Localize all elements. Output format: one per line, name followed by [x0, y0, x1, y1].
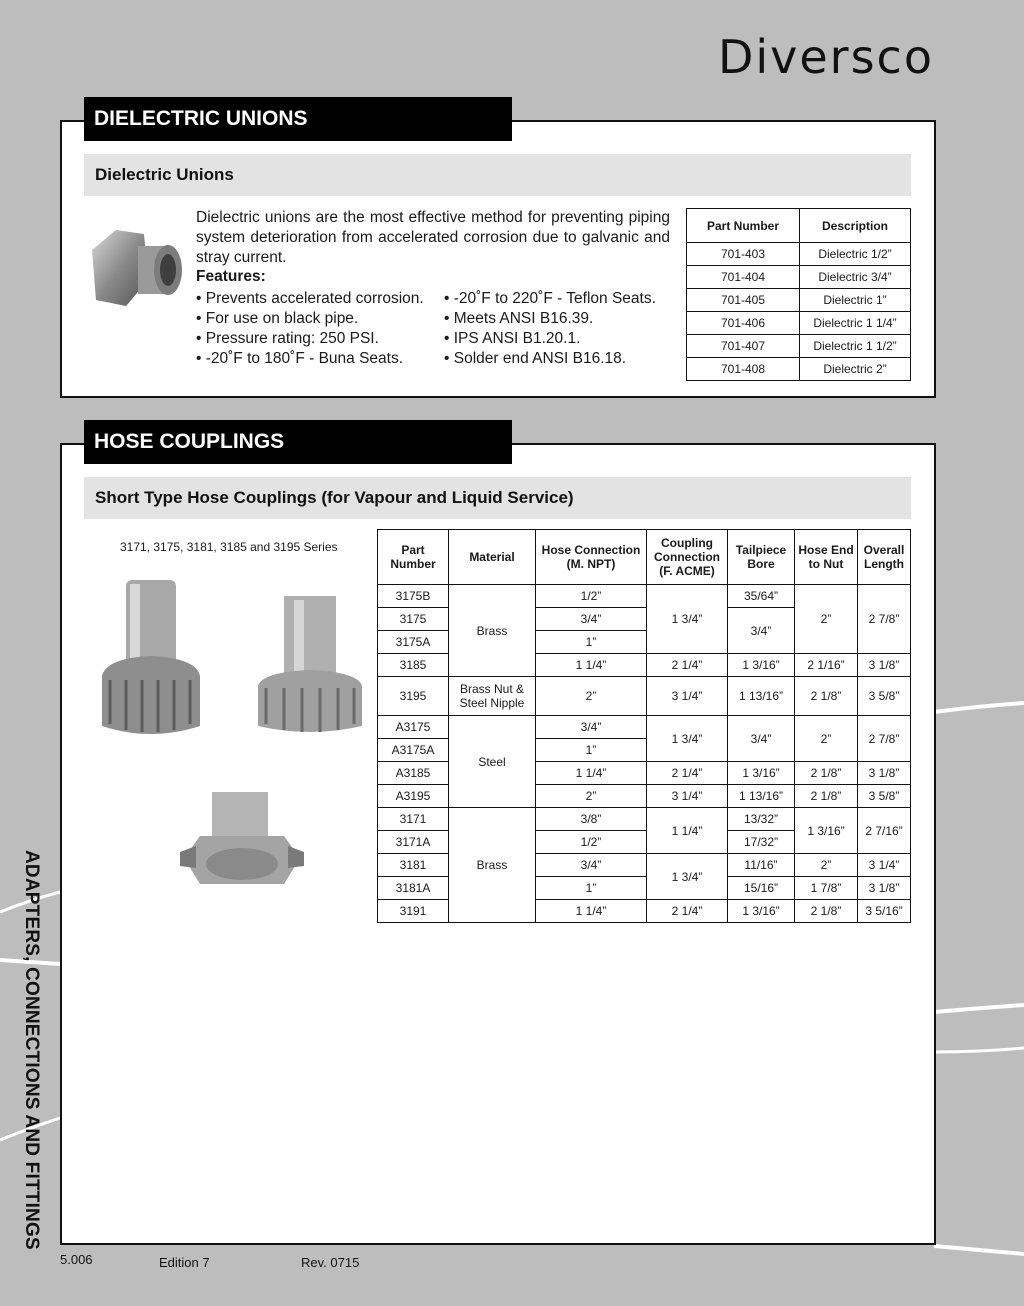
coupling-connection-cell: 3 1/4”	[647, 677, 728, 716]
table-row	[687, 335, 911, 358]
part-number-cell: 3171A	[378, 831, 449, 854]
feature-item: • Prevents accelerated corrosion.	[196, 290, 424, 307]
hose-connection-cell: 2”	[536, 785, 647, 808]
table-row	[378, 677, 911, 716]
part-number-cell: 3175	[378, 608, 449, 631]
coupling-connection-cell: 1 1/4”	[647, 808, 728, 854]
col-header-coupling-connection: Coupling Connection (F. ACME)	[647, 530, 728, 585]
part-number-cell: 3171	[378, 808, 449, 831]
tailpiece-bore-cell: 11/16”	[728, 854, 795, 877]
col-header-material: Material	[449, 530, 536, 585]
part-number-cell: A3195	[378, 785, 449, 808]
hose-connection-cell: 1”	[536, 739, 647, 762]
tailpiece-bore-cell: 3/4”	[728, 716, 795, 762]
tailpiece-bore-cell: 1 3/16”	[728, 654, 795, 677]
col-header-part-number: Part Number	[687, 209, 800, 243]
hose-end-cell: 2 1/8”	[795, 762, 858, 785]
feature-item: • Meets ANSI B16.39.	[444, 310, 594, 327]
part-number-cell: 701-406	[687, 312, 800, 335]
tailpiece-bore-cell: 17/32”	[728, 831, 795, 854]
material-cell: Steel	[449, 716, 536, 808]
hose-end-cell: 1 7/8”	[795, 877, 858, 900]
feature-item: • IPS ANSI B1.20.1.	[444, 330, 581, 347]
feature-item: • Solder end ANSI B16.18.	[444, 350, 627, 367]
part-number-cell: 3195	[378, 677, 449, 716]
tailpiece-bore-cell: 1 3/16”	[728, 762, 795, 785]
hose-end-cell: 2 1/8”	[795, 900, 858, 923]
table-row	[378, 716, 911, 739]
description-cell: Dielectric 2”	[800, 358, 911, 381]
hose-connection-cell: 3/8”	[536, 808, 647, 831]
hose-connection-cell: 1”	[536, 877, 647, 900]
hose-end-cell: 2 1/16”	[795, 654, 858, 677]
hose-end-cell: 2 1/8”	[795, 677, 858, 716]
coupling-connection-cell: 1 3/4”	[647, 854, 728, 900]
overall-length-cell: 3 5/8”	[858, 785, 911, 808]
tailpiece-bore-cell: 1 3/16”	[728, 900, 795, 923]
part-number-cell: 3181	[378, 854, 449, 877]
overall-length-cell: 3 1/8”	[858, 654, 911, 677]
hose-connection-cell: 1 1/4”	[536, 900, 647, 923]
hose-connection-cell: 1 1/4”	[536, 654, 647, 677]
table-row	[687, 289, 911, 312]
part-number-cell: 3185	[378, 654, 449, 677]
part-number-cell: 3191	[378, 900, 449, 923]
col-header-part-number: Part Number	[378, 530, 449, 585]
tailpiece-bore-cell: 13/32”	[728, 808, 795, 831]
feature-item: • -20˚F to 220˚F - Teflon Seats.	[444, 290, 656, 307]
overall-length-cell: 3 1/8”	[858, 877, 911, 900]
table-row	[687, 312, 911, 335]
feature-item: • Pressure rating: 250 PSI.	[196, 330, 379, 347]
col-header-tailpiece-bore: Tailpiece Bore	[728, 530, 795, 585]
part-number-cell: 3181A	[378, 877, 449, 900]
overall-length-cell: 3 1/4”	[858, 854, 911, 877]
material-cell: Brass Nut & Steel Nipple	[449, 677, 536, 716]
features-title: Features:	[196, 268, 266, 285]
hose-end-cell: 2”	[795, 854, 858, 877]
part-number-cell: 3175A	[378, 631, 449, 654]
overall-length-cell: 3 1/8”	[858, 762, 911, 785]
section-header-hose: HOSE COUPLINGS	[84, 420, 512, 464]
hose-coupling-image-1	[96, 576, 206, 744]
col-header-hose-connection: Hose Connection (M. NPT)	[536, 530, 647, 585]
coupling-connection-cell: 2 1/4”	[647, 900, 728, 923]
subheader-hose: Short Type Hose Couplings (for Vapour and Liquid Service)	[84, 477, 911, 519]
material-cell: Brass	[449, 808, 536, 923]
hose-connection-cell: 3/4”	[536, 854, 647, 877]
part-number-cell: A3175	[378, 716, 449, 739]
col-header-overall-length: Overall Length	[858, 530, 911, 585]
section-header-dielectric: DIELECTRIC UNIONS	[84, 97, 512, 141]
footer-revision: Rev. 0715	[301, 1255, 360, 1270]
table-row	[378, 808, 911, 831]
part-number-cell: A3185	[378, 762, 449, 785]
coupling-connection-cell: 1 3/4”	[647, 716, 728, 762]
part-number-cell: 3175B	[378, 585, 449, 608]
dielectric-intro: Dielectric unions are the most effective method for preventing piping system deterioration from accelerated corrosion due to galvanic and stray current.	[196, 209, 670, 266]
description-cell: Dielectric 3/4”	[800, 266, 911, 289]
footer-page-number: 5.006	[60, 1252, 93, 1267]
description-cell: Dielectric 1 1/4”	[800, 312, 911, 335]
dielectric-table	[686, 208, 911, 381]
part-number-cell: 701-407	[687, 335, 800, 358]
side-category-label: ADAPTERS, CONNECTIONS AND FITTINGS	[21, 850, 42, 1250]
coupling-connection-cell: 2 1/4”	[647, 762, 728, 785]
hose-connection-cell: 1 1/4”	[536, 762, 647, 785]
hose-coupling-image-3	[178, 788, 306, 898]
part-number-cell: A3175A	[378, 739, 449, 762]
features-list-right	[444, 289, 656, 369]
features-list-left	[196, 289, 424, 369]
part-number-cell: 701-408	[687, 358, 800, 381]
overall-length-cell: 2 7/8”	[858, 585, 911, 654]
hose-end-cell: 2 1/8”	[795, 785, 858, 808]
table-row	[687, 266, 911, 289]
hose-connection-cell: 1/2”	[536, 585, 647, 608]
table-row	[687, 243, 911, 266]
col-header-description: Description	[800, 209, 911, 243]
hose-connection-cell: 2”	[536, 677, 647, 716]
tailpiece-bore-cell: 1 13/16”	[728, 785, 795, 808]
table-row	[378, 585, 911, 608]
hose-end-cell: 1 3/16”	[795, 808, 858, 854]
feature-item: • -20˚F to 180˚F - Buna Seats.	[196, 350, 404, 367]
subheader-dielectric: Dielectric Unions	[84, 154, 911, 196]
overall-length-cell: 3 5/16”	[858, 900, 911, 923]
tailpiece-bore-cell: 3/4”	[728, 608, 795, 654]
part-number-cell: 701-403	[687, 243, 800, 266]
feature-item: • For use on black pipe.	[196, 310, 359, 327]
part-number-cell: 701-404	[687, 266, 800, 289]
hose-connection-cell: 1”	[536, 631, 647, 654]
overall-length-cell: 2 7/8”	[858, 716, 911, 762]
brand-logo: Diversco	[717, 30, 934, 84]
hose-connection-cell: 3/4”	[536, 608, 647, 631]
overall-length-cell: 3 5/8”	[858, 677, 911, 716]
material-cell: Brass	[449, 585, 536, 677]
description-cell: Dielectric 1 1/2”	[800, 335, 911, 358]
coupling-connection-cell: 1 3/4”	[647, 585, 728, 654]
part-number-cell: 701-405	[687, 289, 800, 312]
table-row	[687, 358, 911, 381]
description-cell: Dielectric 1/2”	[800, 243, 911, 266]
description-cell: Dielectric 1”	[800, 289, 911, 312]
hose-end-cell: 2”	[795, 716, 858, 762]
tailpiece-bore-cell: 35/64”	[728, 585, 795, 608]
col-header-hose-end-to-nut: Hose End to Nut	[795, 530, 858, 585]
series-caption: 3171, 3175, 3181, 3185 and 3195 Series	[120, 540, 338, 554]
hose-couplings-table	[377, 529, 911, 923]
hose-end-cell: 2”	[795, 585, 858, 654]
hose-coupling-image-2	[254, 592, 366, 740]
tailpiece-bore-cell: 15/16”	[728, 877, 795, 900]
coupling-connection-cell: 3 1/4”	[647, 785, 728, 808]
hose-connection-cell: 3/4”	[536, 716, 647, 739]
hose-connection-cell: 1/2”	[536, 831, 647, 854]
overall-length-cell: 2 7/16”	[858, 808, 911, 854]
coupling-connection-cell: 2 1/4”	[647, 654, 728, 677]
tailpiece-bore-cell: 1 13/16”	[728, 677, 795, 716]
dielectric-union-image	[86, 220, 186, 320]
footer-edition: Edition 7	[159, 1255, 210, 1270]
